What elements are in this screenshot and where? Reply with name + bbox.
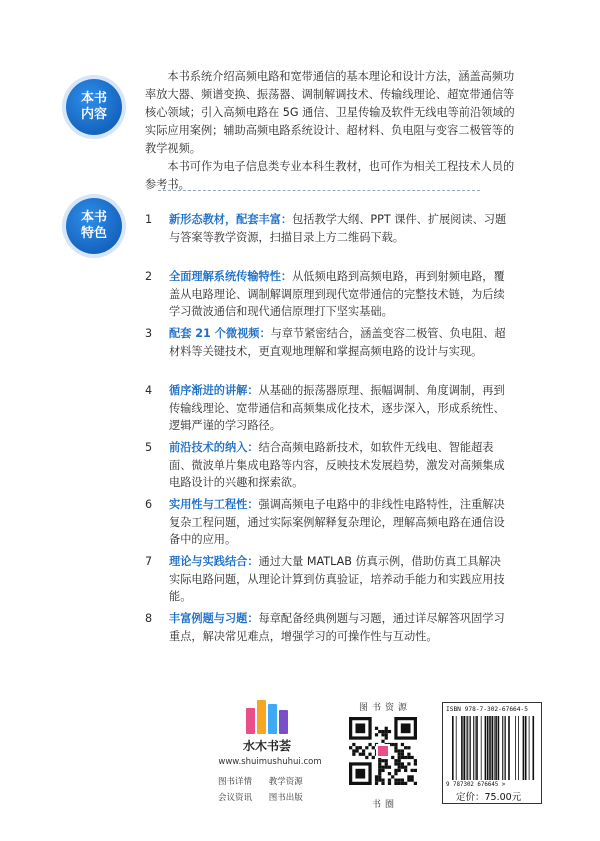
feature-item [145, 325, 525, 382]
feature-number: 7 [145, 555, 153, 568]
qr-top-label: 图书资源 [358, 703, 411, 713]
intro-paragraph-1: 本书系统介绍高频电路和宽带通信的基本理论和设计方法，涵盖高频功率放大器、频谱变换、振荡器、调制解调技术、传输线理论、超宽带通信等核心领域；引入高频电路在 5G 通信、卫星传输及软件无线电等前沿领域的实际应用案例；辅助高频电路系统设计、超材料、负电阻与变容二极管等的教学视频。 [145, 70, 515, 155]
price-label: 定价：75.00元 [456, 792, 522, 803]
feature-number: 5 [145, 441, 153, 454]
feature-text: 与章节紧密结合，涵盖变容二极管、负电阻、超材料等关键技术，更直观地理解和掌握高频电路的设计与实现。 [169, 327, 506, 358]
qr-bottom-label: 书圈 [371, 800, 398, 810]
features-badge-line-2: 特色 [80, 226, 107, 241]
feature-item [145, 610, 525, 667]
feature-title: 循序渐进的讲解： [169, 384, 259, 397]
feature-number: 6 [145, 498, 153, 511]
feature-title: 全面理解系统传输特性： [169, 270, 293, 283]
feature-item [145, 553, 525, 610]
intro-badge [66, 79, 122, 135]
publisher-logo-text: 水木书荟 [242, 739, 291, 753]
feature-item [145, 268, 525, 325]
feature-title: 配套 21 个微视频： [169, 327, 271, 340]
barcode-icon [450, 716, 538, 780]
feature-text: 结合高频电路新技术，如软件无线电、智能超表面、微波单片集成电路等内容，反映技术发展趋势，激发对高频集成电路设计的兴趣和探索欲。 [169, 441, 505, 489]
publisher-links [218, 774, 328, 806]
publisher-link[interactable]: 图书详情 [218, 777, 253, 787]
feature-number: 8 [145, 612, 153, 625]
barcode-digits: 9 787302 676645 > [446, 782, 506, 788]
intro-badge-line-1: 本书 [80, 91, 107, 106]
feature-number: 2 [145, 270, 153, 283]
feature-item [145, 439, 525, 496]
isbn-text: ISBN 978-7-302-67664-5 [446, 706, 528, 713]
feature-text: 通过大量 MATLAB 仿真示例，借助仿真工具解决实际电路问题，从理论计算到仿真验证，培养动手能力和实践应用技能。 [169, 555, 505, 603]
intro-badge-line-2: 内容 [80, 107, 107, 122]
feature-title: 丰富例题与习题： [169, 612, 259, 625]
qr-code-icon[interactable] [349, 717, 417, 785]
features-list [145, 211, 525, 667]
features-badge-line-1: 本书 [80, 210, 107, 225]
feature-number: 4 [145, 384, 153, 397]
feature-text: 从低频电路到高频电路，再到射频电路，覆盖从电路理论、调制解调原理到现代宽带通信的完整技术链，为后续学习微波通信和现代通信原理打下坚实基础。 [169, 270, 505, 318]
feature-title: 前沿技术的纳入： [169, 441, 259, 454]
intro-paragraph-2: 本书可作为电子信息类专业本科生教材，也可作为相关工程技术人员的参考书。 [145, 160, 515, 191]
feature-text: 强调高频电子电路中的非线性电路特性，注重解决复杂工程问题，通过实际案例解释复杂理论，理解高频电路在通信设备中的应用。 [169, 498, 505, 546]
intro-section [145, 68, 517, 194]
feature-text: 包括教学大纲、PPT 课件、扩展阅读、习题与答案等教学资源，扫描目录上方二维码下载。 [169, 213, 507, 244]
publisher-url[interactable]: www.shuimushuhui.com [218, 757, 322, 767]
features-badge [66, 198, 122, 254]
feature-text: 从基础的振荡器原理、振幅调制、角度调制，再到传输线理论、宽带通信和高频集成化技术，逐步深入，形成系统性、逻辑严谨的学习路径。 [169, 384, 505, 432]
feature-title: 新形态教材，配套丰富： [169, 213, 293, 226]
feature-number: 3 [145, 327, 153, 340]
feature-number: 1 [145, 213, 153, 226]
feature-item [145, 211, 525, 268]
feature-item [145, 382, 525, 439]
publisher-link[interactable]: 会议资讯 [218, 793, 253, 803]
publisher-link[interactable]: 图书出版 [268, 793, 303, 803]
feature-text: 每章配备经典例题与习题，通过详尽解答巩固学习重点，解决常见难点，增强学习的可操作性与互动性。 [169, 612, 505, 643]
feature-item [145, 496, 525, 553]
publisher-logo-icon [246, 700, 290, 734]
publisher-link[interactable]: 教学资源 [268, 777, 303, 787]
feature-title: 理论与实践结合： [169, 555, 259, 568]
section-divider [158, 190, 480, 191]
feature-title: 实用性与工程性： [169, 498, 259, 511]
